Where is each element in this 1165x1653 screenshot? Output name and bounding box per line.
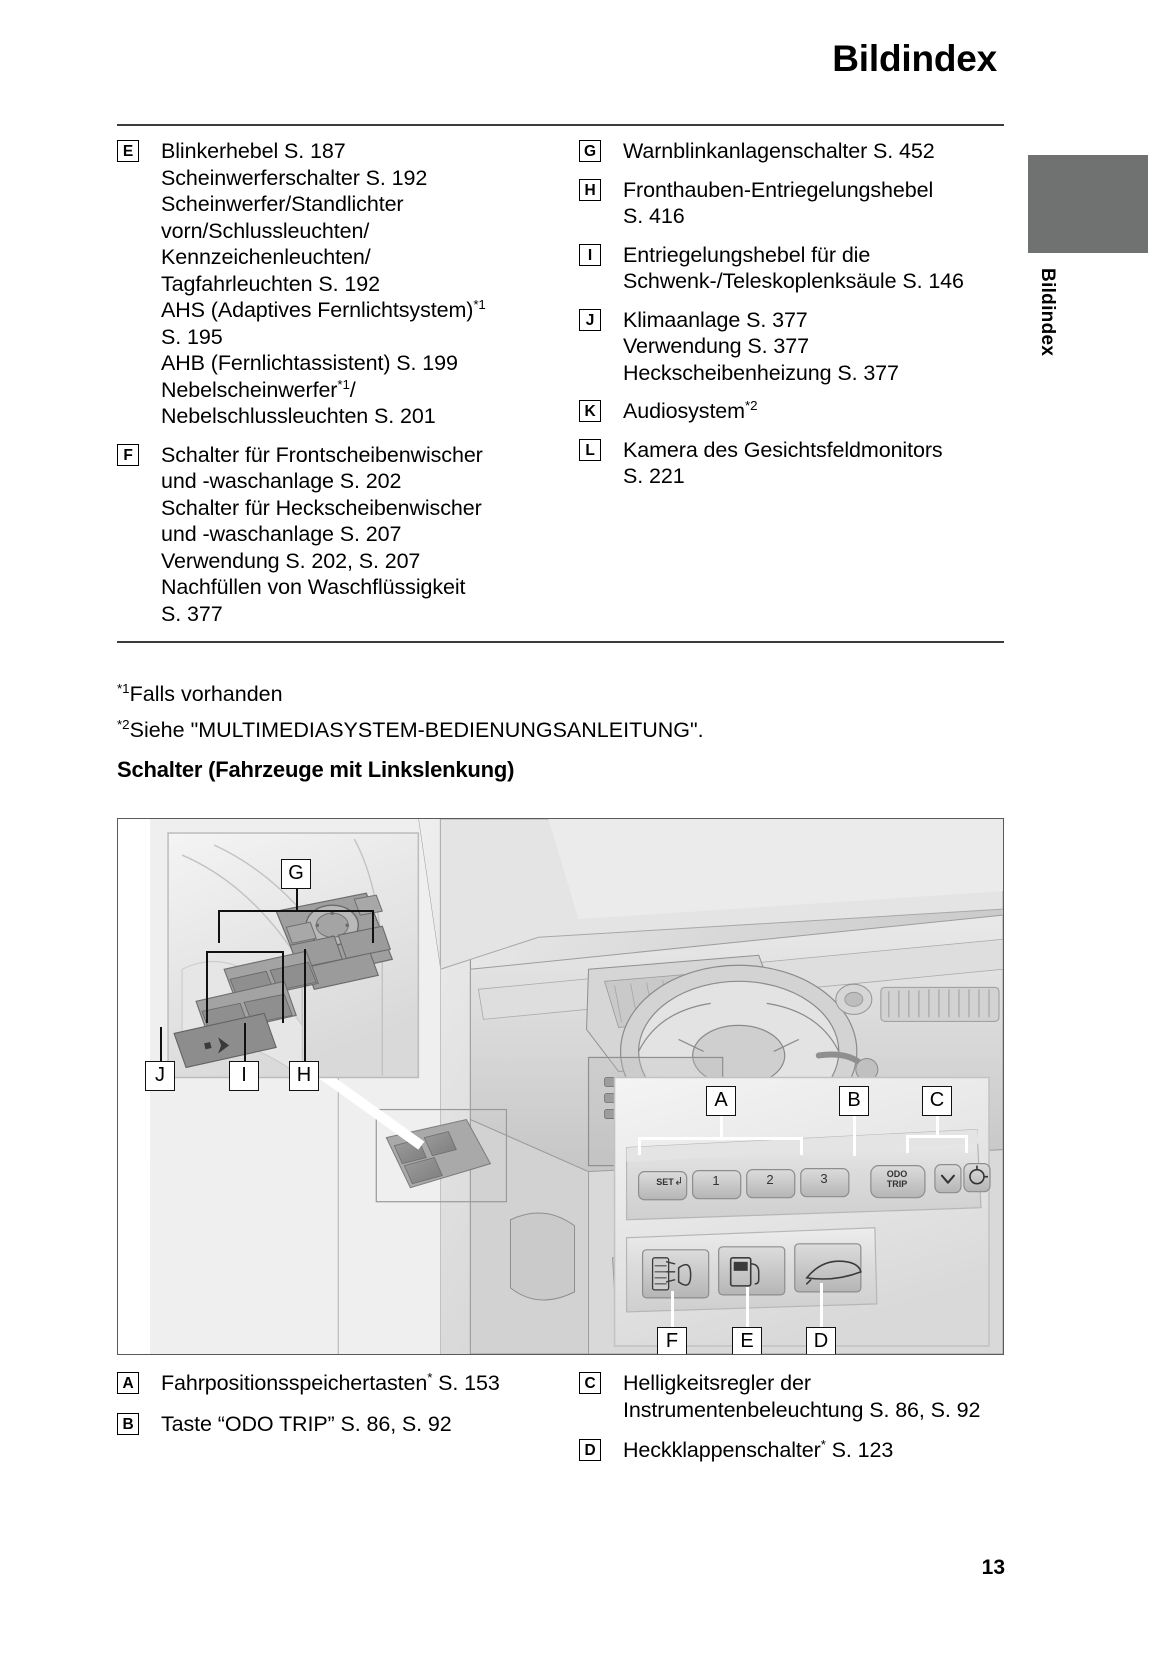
index-tag-i: I	[579, 244, 601, 266]
leader-g-vertical	[296, 888, 298, 911]
index-text-j	[623, 307, 1004, 387]
entry-line: Taste “ODO TRIP” S. 86, S. 92	[161, 1411, 452, 1436]
entry-line: Klimaanlage S. 377	[623, 307, 808, 332]
page-number: 13	[981, 1556, 1005, 1579]
divider-middle	[117, 641, 1004, 643]
index-text-i	[623, 242, 1004, 295]
entry-line: Verwendung S. 377	[623, 334, 809, 358]
index-text-l	[623, 437, 1004, 490]
leader-i-bracket-left	[206, 951, 208, 1023]
leader-d-vertical	[820, 1283, 823, 1327]
leader-g-bracket-top	[218, 910, 374, 912]
leader-a-vertical	[720, 1116, 723, 1138]
entry-line: Schwenk-/Teleskoplenksäule S. 146	[623, 269, 964, 293]
entry-line: Heckklappenschalter* S. 123	[623, 1436, 894, 1462]
switch-label-set-arrow: ↲	[674, 1176, 684, 1188]
entry-line: Schalter für Frontscheibenwischer	[161, 442, 483, 467]
entry-line: vorn/Schlussleuchten/	[161, 218, 370, 243]
legend-tag-d: D	[579, 1439, 601, 1461]
leader-c-vertical	[936, 1116, 939, 1136]
index-entry-k	[579, 398, 1004, 425]
index-tag-l: L	[579, 439, 601, 461]
entry-line: AHB (Fernlichtassistent) S. 199	[161, 351, 458, 375]
entry-line: S. 195	[161, 324, 223, 349]
legend-right-column	[579, 1370, 1004, 1478]
index-tag-g: G	[579, 140, 601, 162]
callout-f: F	[657, 1327, 687, 1355]
entry-line: Blinkerhebel S. 187	[161, 139, 346, 163]
leader-i-bracket-top	[206, 951, 284, 953]
legend-entry-a	[117, 1370, 547, 1397]
legend-tag-c: C	[579, 1372, 601, 1394]
legend-tag-b: B	[117, 1413, 139, 1435]
leader-b-vertical	[853, 1116, 856, 1156]
footnote-1: $^{*1}$Falls vorhanden	[117, 680, 283, 706]
leader-i-bracket-right	[282, 951, 284, 1023]
entry-line: Scheinwerfer/Standlichter	[161, 192, 404, 216]
entry-line: S. 221	[623, 464, 685, 488]
entry-line: und -waschanlage S. 202	[161, 469, 402, 493]
index-entry-e	[117, 138, 547, 430]
index-text-e	[161, 138, 547, 430]
page-title: Bildindex	[832, 38, 997, 79]
entry-line: Heckscheibenheizung S. 377	[623, 360, 899, 385]
entry-line: und -waschanlage S. 207	[161, 522, 402, 546]
figure-switches-left-hand-drive	[117, 818, 1004, 1355]
leader-j-vertical	[160, 1027, 162, 1061]
index-entry-l	[579, 437, 1004, 490]
entry-line: Nachfüllen von Waschflüssigkeit	[161, 575, 466, 599]
switch-label-set: SET	[656, 1177, 674, 1187]
legend-tag-a: A	[117, 1372, 139, 1394]
entry-line: S. 377	[161, 601, 223, 626]
leader-c-bracket-left	[906, 1135, 909, 1153]
section-heading: Schalter (Fahrzeuge mit Linkslenkung)	[117, 757, 515, 782]
index-tag-f: F	[117, 444, 139, 466]
side-tab-label: Bildindex	[1037, 268, 1058, 357]
switch-label-preset-2: 2	[766, 1172, 774, 1187]
index-tag-h: H	[579, 179, 601, 201]
legend-text-c	[623, 1370, 1004, 1423]
legend-entry-b	[117, 1411, 547, 1438]
entry-line: Warnblinkanlagenschalter S. 452	[623, 139, 935, 163]
index-text-f	[161, 442, 547, 628]
callout-c: C	[922, 1086, 952, 1116]
entry-line: Schalter für Heckscheibenwischer	[161, 495, 482, 520]
callout-e: E	[732, 1327, 762, 1355]
index-text-k	[623, 398, 1004, 425]
index-tag-j: J	[579, 309, 601, 331]
leader-c-bracket-right	[965, 1135, 968, 1153]
legend-left-column	[117, 1370, 547, 1451]
entry-line: Nebelschlussleuchten S. 201	[161, 404, 436, 428]
leader-f-vertical	[671, 1291, 674, 1327]
switch-label-odo: ODO	[886, 1169, 908, 1179]
leader-g-bracket-left	[218, 910, 220, 943]
entry-line: Entriegelungshebel für die	[623, 242, 871, 267]
index-entry-i	[579, 242, 1004, 295]
index-entry-h	[579, 177, 1004, 230]
switch-label-preset-1: 1	[712, 1173, 720, 1188]
leader-a-bracket-left	[638, 1137, 641, 1155]
index-entry-f	[117, 442, 547, 628]
switch-label-trip: TRIP	[886, 1179, 908, 1189]
switch-label-preset-3: 3	[820, 1171, 828, 1186]
leader-a-bracket-right	[800, 1137, 803, 1155]
entry-line: Instrumentenbeleuchtung S. 86, S. 92	[623, 1397, 981, 1422]
callout-b: B	[839, 1086, 869, 1116]
side-tab-block	[1028, 155, 1148, 253]
entry-line: Verwendung S. 202, S. 207	[161, 548, 421, 573]
legend-text-b	[161, 1411, 547, 1438]
entry-line: Fahrpositionsspeichertasten* S. 153	[161, 1369, 500, 1395]
entry-line: S. 416	[623, 204, 685, 228]
legend-text-a	[161, 1370, 547, 1397]
divider-top	[117, 124, 1004, 126]
legend-entry-c	[579, 1370, 1004, 1423]
callout-g: G	[281, 859, 311, 889]
entry-line: Audiosystem$^{*2}$	[623, 397, 758, 423]
legend-entry-d	[579, 1437, 1004, 1464]
callout-a: A	[706, 1086, 736, 1116]
index-tag-k: K	[579, 400, 601, 422]
entry-line: Tagfahrleuchten S. 192	[161, 271, 380, 296]
leader-i-vertical	[244, 1023, 246, 1061]
entry-line: Scheinwerferschalter S. 192	[161, 165, 428, 190]
index-tag-e: E	[117, 140, 139, 162]
entry-line: Kennzeichenleuchten/	[161, 245, 371, 269]
callout-h: H	[289, 1061, 319, 1091]
callout-d: D	[806, 1327, 836, 1355]
index-entry-j	[579, 307, 1004, 387]
footnotes	[117, 676, 1004, 748]
callout-i: I	[229, 1061, 259, 1091]
index-text-g	[623, 138, 1004, 165]
entry-line: Kamera des Gesichtsfeldmonitors	[623, 437, 943, 462]
entry-line: Helligkeitsregler der	[623, 1371, 811, 1395]
entry-line: Nebelscheinwerfer$^{*1}$/	[161, 376, 356, 402]
entry-line: Fronthauben-Entriegelungshebel	[623, 177, 934, 202]
leader-a-bracket	[638, 1137, 803, 1140]
leader-e-vertical	[746, 1287, 749, 1327]
leader-g-bracket-right	[372, 910, 374, 943]
entry-line: AHS (Adaptives Fernlichtsystem)$^{*1}$	[161, 296, 486, 322]
legend-text-d	[623, 1437, 1004, 1464]
leader-h-vertical	[304, 949, 306, 1061]
callout-j: J	[145, 1061, 175, 1091]
index-left-column	[117, 138, 547, 639]
footnote-2: $^{*2}$Siehe "MULTIMEDIASYSTEM-BEDIENUNGSANLEITUNG".	[117, 716, 704, 742]
index-right-column	[579, 138, 1004, 502]
index-text-h	[623, 177, 1004, 230]
index-entry-g	[579, 138, 1004, 165]
